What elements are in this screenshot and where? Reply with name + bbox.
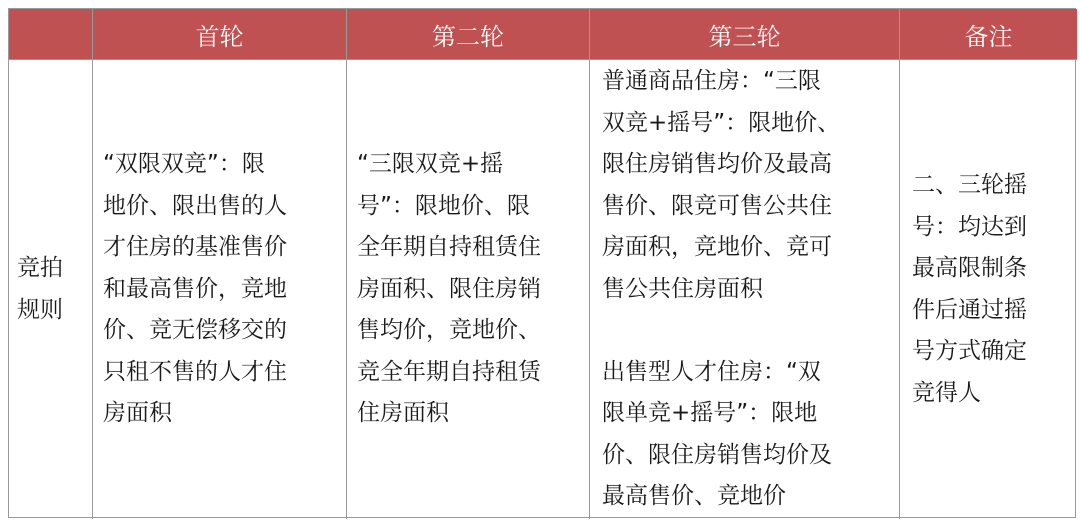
header-third-round: 第三轮 <box>590 9 900 60</box>
text-line: 售公共住房面积 <box>602 275 763 302</box>
text-line: 号”：限地价、限 <box>357 192 530 219</box>
row-label-line: 规则 <box>17 296 63 323</box>
header-second-round: 第二轮 <box>347 9 590 60</box>
text-line: 只租不售的人才住 <box>103 358 287 385</box>
row-label-line: 竞拍 <box>17 255 63 281</box>
text-line: 地价、限出售的人 <box>103 192 287 219</box>
text-line: 售价、限竞可售公共住 <box>602 192 832 219</box>
text-line: 房面积，竞地价、竞可 <box>602 234 832 261</box>
text-line: 件后通过摇 <box>912 296 1027 323</box>
paragraph-gap <box>602 310 891 352</box>
text-line: 房面积、限住房销 <box>357 275 541 302</box>
third-round-rules <box>590 60 900 519</box>
text-line: 双竞+摇号”：限地价、 <box>602 109 841 136</box>
text-line: 限单竞+摇号”：限地 <box>602 400 818 427</box>
text-line: 和最高售价，竞地 <box>103 275 287 302</box>
text-line: 普通商品住房：“三限 <box>602 68 821 95</box>
first-round-rules <box>93 60 347 519</box>
text-line: 竞全年期自持租赁 <box>357 358 541 385</box>
text-line: “三限双竞+摇 <box>357 151 504 178</box>
text-line: 竞得人 <box>912 379 981 406</box>
text-line: 出售型人才住房：“双 <box>602 358 821 385</box>
header-first-round: 首轮 <box>93 9 347 60</box>
text-line: 最高售价、竞地价 <box>602 483 786 510</box>
header-cell-blank <box>9 9 93 60</box>
text-line: “双限双竞”：限 <box>103 151 265 178</box>
auction-rules-table <box>8 8 1076 518</box>
text-line: 售均价，竞地价、 <box>357 317 541 344</box>
text-line: 价、限住房销售均价及 <box>602 441 832 468</box>
text-line: 全年期自持租赁住 <box>357 234 541 261</box>
text-line: 最高限制条 <box>912 255 1027 281</box>
second-round-rules <box>347 60 590 519</box>
remarks-cell <box>900 60 1077 519</box>
text-line: 价、竞无偿移交的 <box>103 317 287 344</box>
text-line: 才住房的基准售价 <box>103 234 287 261</box>
text-line: 二、三轮摇 <box>912 172 1027 198</box>
header-remarks: 备注 <box>900 9 1077 60</box>
text-line: 住房面积 <box>357 400 449 427</box>
text-line: 号：均达到 <box>912 213 1027 240</box>
text-line: 号方式确定 <box>912 338 1027 364</box>
text-line: 限住房销售均价及最高 <box>602 151 832 178</box>
text-line: 房面积 <box>103 400 172 427</box>
row-label-auction-rules <box>9 60 93 519</box>
